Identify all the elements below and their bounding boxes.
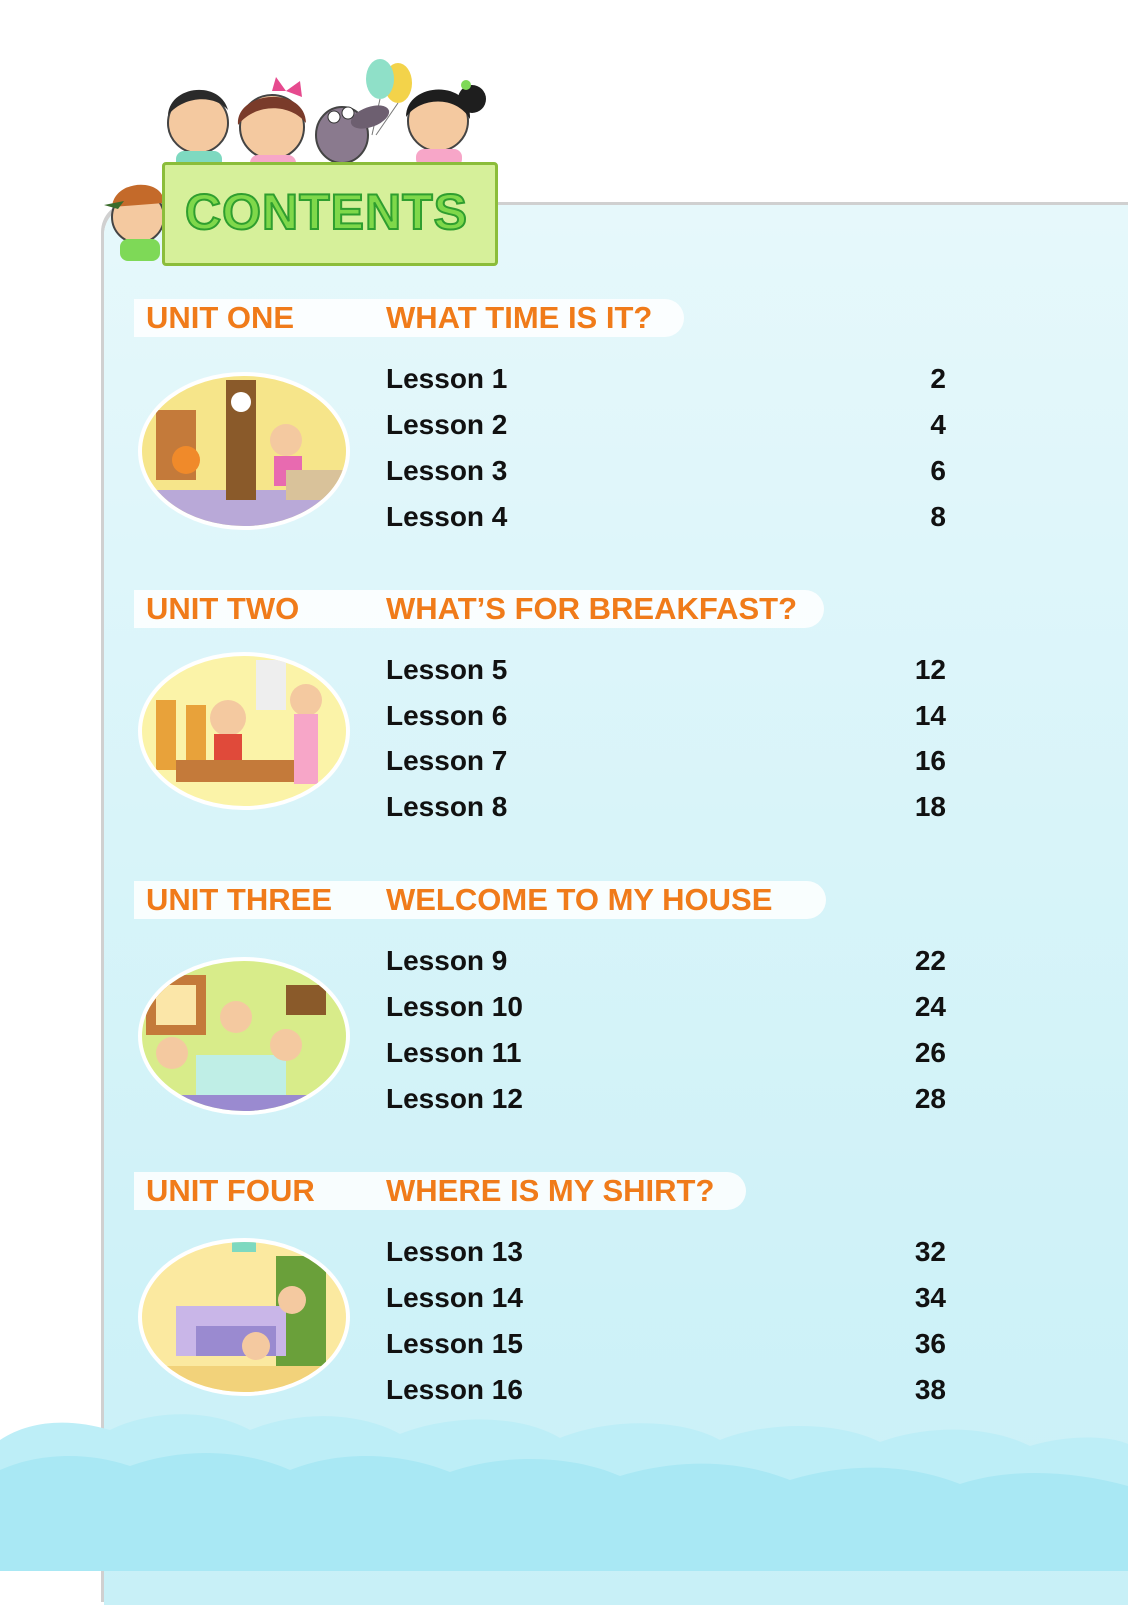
page-number: 22	[914, 945, 946, 976]
page-number: 38	[914, 1374, 946, 1405]
lesson-row[interactable]	[386, 1278, 946, 1318]
cloud-border	[0, 1400, 1128, 1571]
lesson-name: Lesson 2	[386, 409, 508, 440]
unit-two-picture	[136, 650, 352, 812]
page-number: 28	[914, 1083, 946, 1114]
contents-heading: CONTENTS	[185, 184, 468, 240]
unit-label: UNIT ONE	[146, 300, 295, 335]
lesson-row[interactable]	[386, 359, 946, 399]
lesson-name: Lesson 9	[386, 945, 508, 976]
lesson-row[interactable]	[386, 1232, 946, 1272]
page-number: 6	[930, 455, 946, 486]
lesson-row[interactable]	[386, 941, 946, 981]
page-number: 14	[914, 700, 946, 731]
lesson-name: Lesson 5	[386, 654, 508, 685]
unit-heading-bar	[134, 881, 826, 919]
lesson-name: Lesson 3	[386, 455, 508, 486]
lesson-name: Lesson 7	[386, 745, 508, 776]
page-number: 26	[914, 1037, 946, 1068]
unit-title: WHAT’S FOR BREAKFAST?	[386, 591, 798, 626]
contents-title-board	[162, 162, 498, 266]
lesson-row[interactable]	[386, 451, 946, 491]
lesson-name: Lesson 15	[386, 1328, 523, 1359]
unit-heading-bar	[134, 590, 824, 628]
lesson-name: Lesson 1	[386, 363, 508, 394]
lesson-name: Lesson 8	[386, 791, 508, 822]
page-number: 2	[930, 363, 946, 394]
page-number: 32	[914, 1236, 946, 1267]
lesson-name: Lesson 14	[386, 1282, 523, 1313]
lesson-name: Lesson 13	[386, 1236, 523, 1267]
lesson-row[interactable]	[386, 696, 946, 736]
lesson-row[interactable]	[386, 1324, 946, 1364]
lesson-row[interactable]	[386, 1033, 946, 1073]
lesson-row[interactable]	[386, 405, 946, 445]
unit-three-picture	[136, 955, 352, 1117]
page-number: 4	[930, 409, 946, 440]
page-number: 12	[914, 654, 946, 685]
unit-title: WHERE IS MY SHIRT?	[386, 1173, 715, 1208]
lesson-name: Lesson 12	[386, 1083, 523, 1114]
lesson-row[interactable]	[386, 741, 946, 781]
lesson-name: Lesson 4	[386, 501, 508, 532]
lesson-row[interactable]	[386, 1370, 946, 1410]
unit-one-picture	[136, 370, 352, 532]
page-number: 24	[914, 991, 946, 1022]
unit-four-picture	[136, 1236, 352, 1398]
lesson-row[interactable]	[386, 987, 946, 1027]
lesson-name: Lesson 6	[386, 700, 508, 731]
lesson-row[interactable]	[386, 650, 946, 690]
unit-label: UNIT THREE	[146, 882, 332, 917]
unit-heading-bar	[134, 1172, 746, 1210]
unit-label: UNIT FOUR	[146, 1173, 315, 1208]
unit-title: WHAT TIME IS IT?	[386, 300, 653, 335]
lesson-row[interactable]	[386, 497, 946, 537]
page-number: 34	[914, 1282, 946, 1313]
page-number: 18	[914, 791, 946, 822]
lesson-name: Lesson 16	[386, 1374, 523, 1405]
page-number: 36	[914, 1328, 946, 1359]
lesson-row[interactable]	[386, 1079, 946, 1119]
lesson-name: Lesson 10	[386, 991, 523, 1022]
unit-heading-bar	[134, 299, 684, 337]
unit-title: WELCOME TO MY HOUSE	[386, 882, 773, 917]
lesson-row[interactable]	[386, 787, 946, 827]
page-number: 8	[930, 501, 946, 532]
page-number: 16	[914, 745, 946, 776]
unit-label: UNIT TWO	[146, 591, 300, 626]
lesson-name: Lesson 11	[386, 1037, 522, 1068]
